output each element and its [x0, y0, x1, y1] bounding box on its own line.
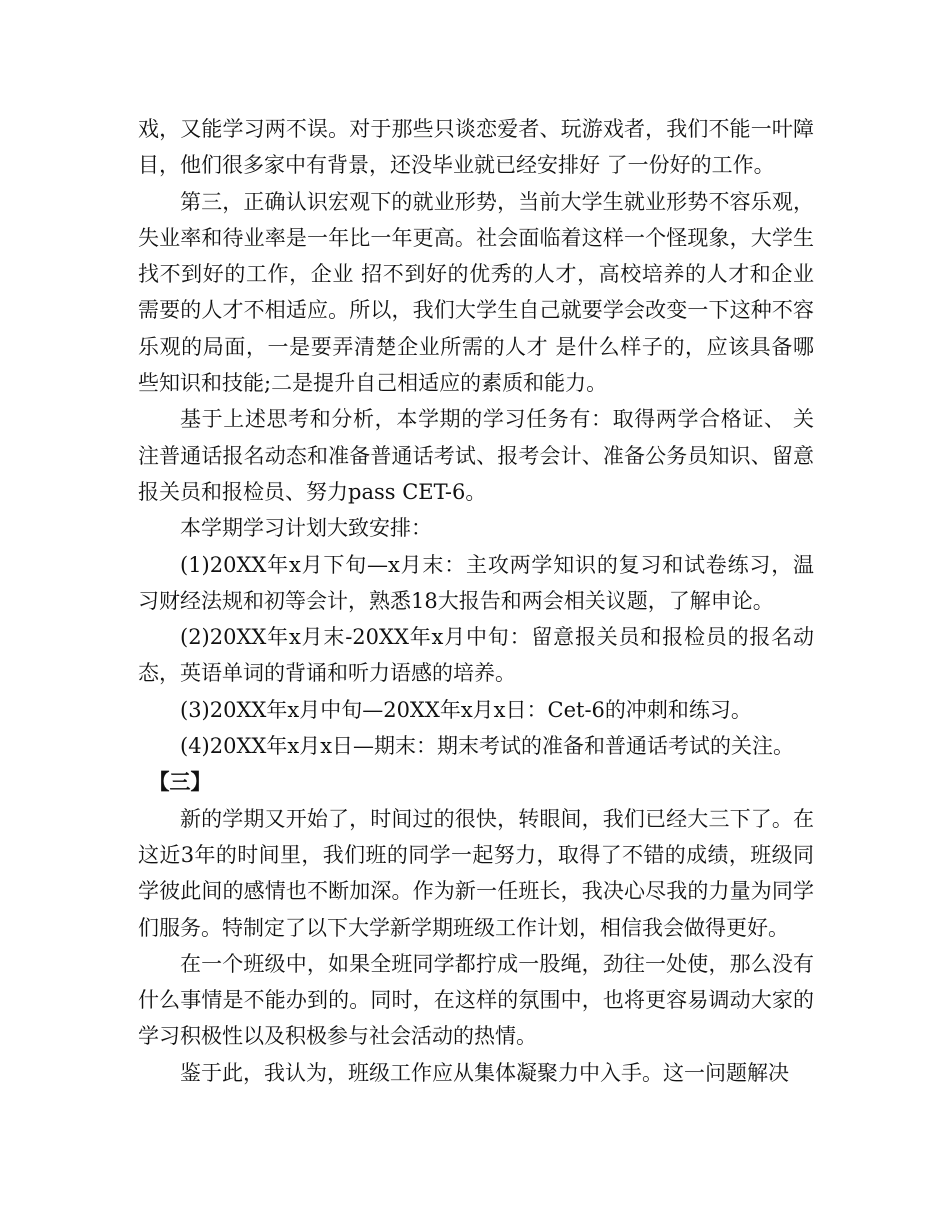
paragraph-class-unity: 在一个班级中，如果全班同学都拧成一股绳，劲往一处使，那么没有什么事情是不能办到的。同时，在这样的氛围中，也将更容易调动大家的学习积极性以及积极参与社会活动的热情。: [138, 951, 814, 1049]
paragraph-continuation: 戏，又能学习两不误。对于那些只谈恋爱者、玩游戏者，我们不能一叶障目，他们很多家中有背景，还没毕业就已经安排好 了一份好的工作。: [138, 117, 814, 178]
paragraph-new-semester: 新的学期又开始了，时间过的很快，转眼间，我们已经大三下了。在这近3年的时间里，我们班的同学一起努力，取得了不错的成绩，班级同学彼此间的感情也不断加深。作为新一任班长，我决心尽我的力量为同学们服务。特制定了以下大学新学期班级工作计划，相信我会做得更好。: [138, 806, 814, 940]
plan-item-4: (4)20XX年x月x日—期末：期末考试的准备和普通话考试的关注。: [180, 734, 795, 759]
paragraph-study-tasks: 基于上述思考和分析，本学期的学习任务有：取得两学合格证、 关注普通话报名动态和准备普通话考试、报考会计、准备公务员知识、留意报关员和报检员、努力pass CET-6。: [138, 407, 814, 504]
paragraph-plan-intro: 本学期学习计划大致安排：: [180, 516, 432, 541]
plan-item-3: (3)20XX年x月中旬—20XX年x月x日：Cet-6的冲刺和练习。: [180, 697, 752, 722]
plan-item-1: (1)20XX年x月下旬—x月末：主攻两学知识的复习和试卷练习，温习财经法规和初等会计，熟悉18大报告和两会相关议题，了解申论。: [138, 552, 814, 613]
plan-item-2: (2)20XX年x月末-20XX年x月中旬：留意报关员和报检员的报名动态，英语单词的背诵和听力语感的培养。: [138, 625, 814, 686]
section-heading: 【三】: [148, 769, 212, 795]
paragraph-conclusion: 鉴于此，我认为，班级工作应从集体凝聚力中入手。这一问题解决: [180, 1060, 789, 1085]
document-body: [138, 111, 814, 1091]
paragraph-employment-situation: 第三，正确认识宏观下的就业形势，当前大学生就业形势不容乐观，失业率和待业率是一年比一年更高。社会面临着这样一个怪现象，大学生找不到好的工作，企业 招不到好的优秀的人才，高校培养的人才和企业需要的人才不相适应。所以，我们大学生自己就要学会改变一下这种不容乐观的局面，一是要弄清楚企业所需的人才 是什么样子的，应该具备哪些知识和技能;二是提升自己相适应的素质和能力。: [138, 189, 814, 396]
